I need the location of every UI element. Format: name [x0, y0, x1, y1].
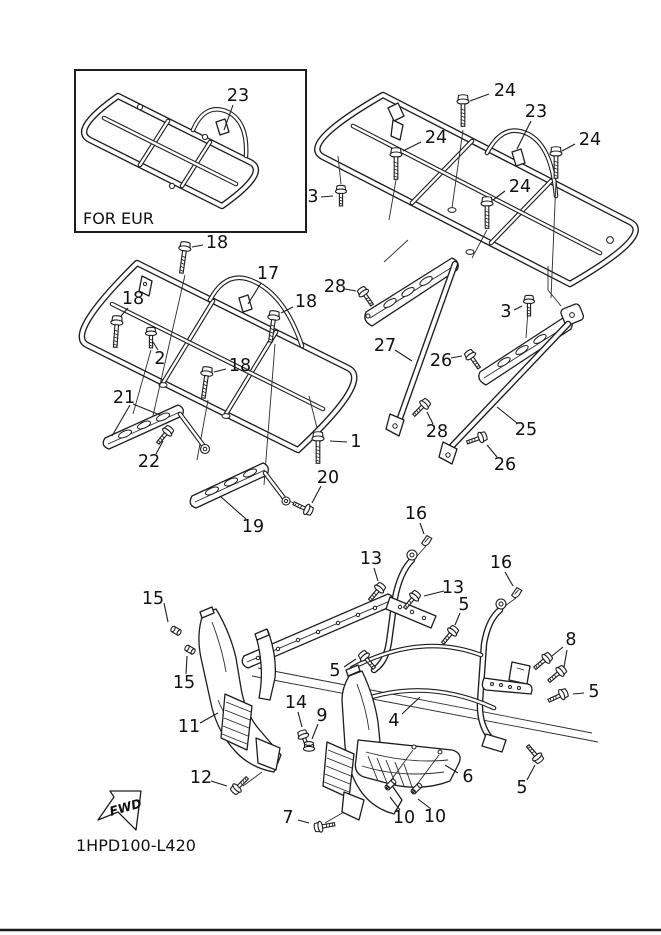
- callout-label: 10: [392, 808, 416, 828]
- fastener-boltS: [545, 664, 568, 686]
- callout-label: 15: [172, 673, 196, 693]
- bracket-21: [103, 405, 209, 454]
- cover-left: [199, 607, 281, 786]
- callout-label: 2: [154, 349, 166, 369]
- callout-leader: [403, 142, 421, 151]
- callout-label: 27: [373, 336, 397, 356]
- callout-label: 23: [524, 102, 548, 122]
- callout-label: 18: [294, 292, 318, 312]
- callout-leader: [451, 356, 462, 358]
- callout-label: 5: [588, 682, 600, 702]
- callout-label: 24: [424, 128, 448, 148]
- fastener-boltL: [109, 315, 123, 347]
- fastener-nut: [303, 742, 314, 752]
- callout-leader: [345, 289, 356, 291]
- callout-label: 23: [226, 86, 250, 106]
- callout-leader: [214, 369, 226, 372]
- fastener-clip: [510, 587, 523, 599]
- callout-leader: [192, 245, 203, 247]
- guard-frame: [252, 546, 598, 752]
- fastener-boltS: [531, 651, 554, 673]
- callout-label: 18: [228, 356, 252, 376]
- callout-label: 26: [493, 455, 517, 475]
- callout-label: 13: [441, 578, 465, 598]
- fastener-boltL: [390, 148, 402, 180]
- callout-label: 6: [462, 767, 474, 787]
- for-eur-label: FOR EUR: [83, 209, 154, 228]
- fastener-boltS: [356, 285, 377, 308]
- callout-label: 13: [359, 549, 383, 569]
- callout-leader: [420, 523, 424, 534]
- callout-leader: [312, 724, 318, 739]
- callout-label: 18: [121, 289, 145, 309]
- fastener-boltS: [291, 498, 314, 517]
- fwd-arrow: [98, 791, 143, 830]
- fastener-boltS: [313, 819, 335, 833]
- callout-label: 15: [141, 589, 165, 609]
- callout-leader: [220, 496, 246, 519]
- hoop-clamp: [239, 295, 252, 312]
- fastener-boltS: [524, 742, 546, 765]
- callout-leader: [562, 144, 575, 151]
- callout-label: 1: [350, 432, 362, 452]
- callout-label: 5: [329, 661, 341, 681]
- bracket-19: [190, 463, 290, 508]
- callout-label: 7: [282, 808, 294, 828]
- callout-label: 22: [137, 452, 161, 472]
- callout-label: 20: [316, 468, 340, 488]
- fastener-boltS: [229, 774, 251, 796]
- callout-label: 5: [458, 595, 470, 615]
- callout-leader: [395, 350, 412, 361]
- callout-label: 21: [112, 388, 136, 408]
- callout-leader: [330, 441, 347, 442]
- callout-label: 8: [565, 630, 577, 650]
- callout-leader: [312, 486, 321, 503]
- drawing-number: 1HPD100-L420: [76, 836, 196, 855]
- callout-label: 19: [241, 517, 265, 537]
- stay-bracket-right: [479, 303, 585, 385]
- callout-leader: [211, 781, 227, 786]
- fastener-plug: [170, 626, 182, 636]
- fwd-label: FWD: [107, 795, 144, 819]
- fastener-plug: [184, 645, 196, 655]
- callout-label: 4: [388, 711, 400, 731]
- fastener-boltL: [197, 366, 213, 399]
- callout-leader: [186, 656, 187, 674]
- callout-label: 10: [423, 807, 447, 827]
- bracket-8: [482, 662, 532, 694]
- callout-label: 16: [489, 553, 513, 573]
- callout-leader: [552, 647, 563, 656]
- callout-label: 25: [514, 420, 538, 440]
- callout-label: 3: [307, 187, 319, 207]
- callout-label: 11: [177, 717, 201, 737]
- callout-leader: [374, 568, 378, 581]
- fastener-boltL: [457, 95, 469, 127]
- callout-label: 28: [425, 422, 449, 442]
- callout-leader: [470, 94, 489, 101]
- callout-leader: [248, 283, 261, 304]
- fastener-boltS: [524, 295, 535, 316]
- fastener-boltS: [439, 624, 461, 647]
- callout-label: 24: [578, 130, 602, 150]
- callout-label: 24: [508, 177, 532, 197]
- callout-label: 18: [205, 233, 229, 253]
- callout-label: 28: [323, 277, 347, 297]
- fastener-boltS: [336, 185, 347, 206]
- callout-leader: [298, 712, 302, 727]
- fastener-boltL: [175, 241, 191, 274]
- callout-label: 16: [404, 504, 428, 524]
- callout-label: 3: [500, 302, 512, 322]
- callout-leader: [564, 650, 567, 667]
- callout-label: 9: [316, 706, 328, 726]
- fastener-clip: [420, 535, 433, 547]
- stay-25: [439, 324, 568, 464]
- callout-leader: [573, 693, 584, 694]
- callout-label: 12: [189, 768, 213, 788]
- callout-leader: [527, 765, 535, 780]
- callout-leader: [164, 603, 168, 622]
- fastener-boltS: [546, 687, 569, 706]
- callout-label: 24: [493, 81, 517, 101]
- callout-leader: [321, 196, 333, 197]
- fastener-boltL: [312, 432, 324, 464]
- callout-label: 5: [516, 778, 528, 798]
- callout-label: 14: [284, 693, 308, 713]
- fastener-boltL: [481, 197, 493, 229]
- callout-leader: [298, 820, 309, 823]
- callout-leader: [514, 306, 522, 310]
- callout-label: 26: [429, 351, 453, 371]
- fastener-boltS: [463, 348, 484, 371]
- callout-leader: [133, 404, 160, 415]
- callout-leader: [505, 572, 513, 586]
- callout-label: 17: [256, 264, 280, 284]
